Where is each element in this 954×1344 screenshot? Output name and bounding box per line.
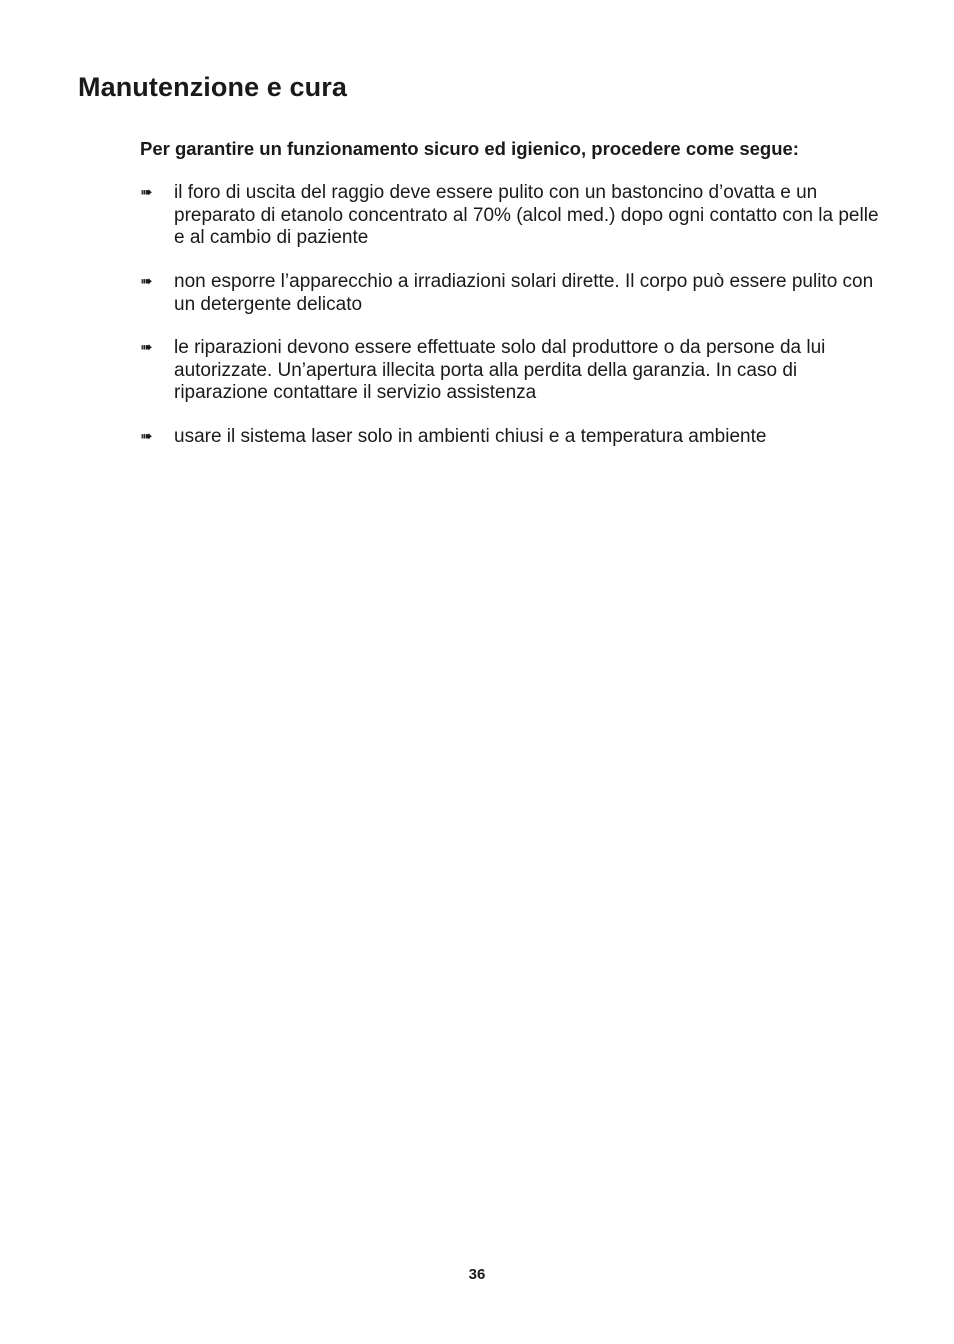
page-title: Manutenzione e cura: [78, 72, 347, 102]
list-item-text: usare il sistema laser solo in ambienti chiusi e a temperatura ambiente: [174, 426, 767, 447]
arrow-right-icon: ➠: [140, 184, 153, 201]
intro-text: Per garantire un funzionamento sicuro ed igienico, procedere come segue:: [140, 138, 799, 159]
list-item: [140, 337, 880, 405]
list-item-text: non esporre l’apparecchio a irradiazioni solari dirette. Il corpo può essere pulito con un detergente delicato: [174, 271, 874, 315]
list-item-text: il foro di uscita del raggio deve essere pulito con un bastoncino d’ovatta e un preparato di etanolo concentrato al 70% (alcol med.) dopo ogni contatto con la pelle e al cambio di paziente: [174, 182, 879, 248]
arrow-right-icon: ➠: [140, 273, 153, 290]
arrow-right-icon: ➠: [140, 339, 153, 356]
page-number: 36: [468, 1266, 486, 1283]
arrow-right-icon: ➠: [140, 428, 153, 445]
list-item: [140, 271, 880, 316]
list-item: [140, 182, 880, 250]
list-item: [140, 426, 880, 449]
list-item-text: le riparazioni devono essere effettuate solo dal produttore o da persone da lui autorizzate. Un’apertura illecita porta alla perdita della garanzia. In caso di riparazione contattare il servizio assistenza: [174, 337, 826, 403]
